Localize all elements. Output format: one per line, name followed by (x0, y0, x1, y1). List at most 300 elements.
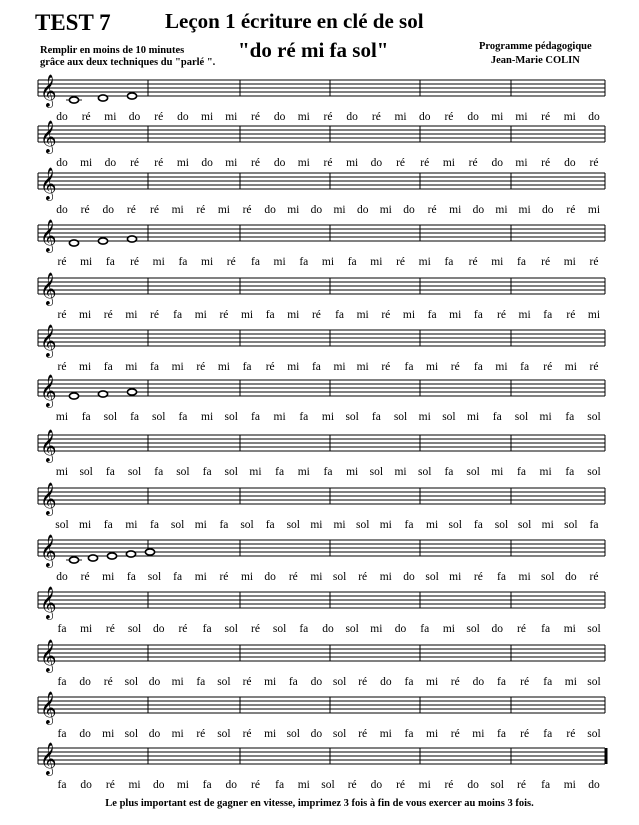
syllable: ré (80, 571, 90, 583)
syllable: fa (404, 676, 414, 688)
syllable: sol (332, 571, 347, 583)
syllable: mi (152, 256, 165, 268)
syllable: mi (379, 728, 392, 740)
treble-clef-icon: 𝄞 (40, 639, 57, 672)
syllable: ré (450, 361, 460, 373)
syllable: fa (404, 519, 414, 531)
syllable: mi (171, 676, 184, 688)
syllable: mi (442, 157, 455, 169)
syllable: ré (381, 309, 391, 321)
syllable: ré (541, 157, 551, 169)
syllable: fa (520, 361, 530, 373)
syllable: sol (152, 411, 166, 423)
whole-note (127, 236, 136, 242)
syllable: mi (563, 623, 576, 635)
footer-note: Le plus important est de gagner en vitesse, imprimez 3 fois à fin de vous exercer au moins 3 fois. (105, 798, 534, 809)
syllable: fa (473, 361, 483, 373)
syllable: mi (171, 361, 184, 373)
staff (38, 120, 605, 154)
syllable: do (467, 779, 479, 791)
syllable: ré (396, 157, 405, 169)
syllable: sol (103, 411, 118, 423)
syllable: sol (587, 466, 601, 478)
syllable: do (588, 111, 600, 123)
syllable: mi (171, 204, 184, 216)
syllable: do (491, 157, 504, 169)
syllable: fa (130, 411, 139, 423)
staff (38, 742, 606, 776)
syllable: ré (196, 361, 206, 373)
syllable: mi (418, 779, 431, 791)
syllable: mi (370, 256, 383, 268)
syllable: do (467, 111, 479, 123)
syllable: ré (566, 309, 576, 321)
syllable: do (394, 623, 407, 635)
syllable: mi (176, 157, 189, 169)
syllable: mi (564, 361, 577, 373)
syllable: sol (345, 623, 359, 635)
syllable: mi (249, 466, 262, 478)
syllable: sol (541, 571, 555, 583)
syllable: sol (490, 779, 504, 791)
syllable: sol (286, 728, 301, 740)
syllable: sol (448, 519, 462, 531)
syllable: mi (449, 571, 462, 583)
whole-note (88, 555, 97, 561)
syllable: ré (196, 204, 206, 216)
syllable: fa (497, 676, 506, 688)
treble-clef-icon: 𝄞 (40, 74, 57, 107)
syllable: fa (335, 309, 345, 321)
syllable: ré (468, 157, 478, 169)
syllable: fa (154, 466, 164, 478)
syllable: mi (273, 256, 286, 268)
staff (38, 639, 605, 673)
syllable: fa (543, 676, 553, 688)
syllable: ré (250, 779, 260, 791)
syllable: sol (587, 623, 601, 635)
whole-note (145, 549, 154, 555)
syllable: sol (240, 519, 254, 531)
syllable: mi (515, 157, 528, 169)
syllable: ré (288, 571, 298, 583)
syllable: do (264, 571, 276, 583)
syllable: mi (587, 204, 601, 216)
syllable: sol (369, 466, 384, 478)
syllable: ré (516, 779, 526, 791)
syllable: mi (125, 519, 138, 531)
syllable: sol (124, 676, 139, 688)
syllable: fa (173, 571, 183, 583)
syllable: ré (371, 111, 381, 123)
syllable: mi (539, 466, 552, 478)
syllable: fa (420, 623, 430, 635)
syllable: sol (217, 728, 231, 740)
syllable: mi (225, 157, 238, 169)
syllable: ré (265, 361, 275, 373)
syllable: mi (201, 111, 214, 123)
syllable: mi (370, 623, 383, 635)
syllable: sol (170, 519, 185, 531)
syllable: ré (250, 157, 260, 169)
syllable: mi (194, 309, 207, 321)
syllable: fa (299, 411, 309, 423)
syllable: fa (288, 676, 298, 688)
syllable: fa (219, 519, 229, 531)
syllable: mi (297, 466, 310, 478)
syllable: fa (57, 728, 67, 740)
staff (38, 74, 605, 108)
syllable: mi (194, 519, 207, 531)
syllable: ré (541, 111, 551, 123)
syllable: fa (275, 779, 285, 791)
syllable: mi (491, 111, 504, 123)
syllable: fa (299, 256, 309, 268)
syllable: do (472, 676, 485, 688)
treble-clef-icon: 𝄞 (40, 534, 57, 567)
syllable: ré (250, 111, 260, 123)
page-title: Leçon 1 écriture en clé de sol (165, 9, 424, 33)
syllable: ré (566, 204, 576, 216)
syllable: do (370, 157, 383, 169)
syllable: ré (126, 204, 136, 216)
syllable: mi (426, 676, 439, 688)
syllable: fa (543, 728, 553, 740)
syllable: do (80, 779, 92, 791)
syllable: mi (125, 309, 138, 321)
syllable: fa (265, 519, 275, 531)
syllable: sol (425, 571, 439, 583)
syllable: ré (130, 157, 139, 169)
syllable: sol (127, 623, 142, 635)
syllable: mi (79, 519, 92, 531)
syllable: sol (332, 676, 347, 688)
syllable: mi (264, 728, 277, 740)
syllable: fa (105, 466, 115, 478)
syllable: sol (272, 623, 287, 635)
syllable: do (472, 204, 485, 216)
syllable: do (403, 204, 415, 216)
syllable: mi (102, 571, 115, 583)
whole-note (98, 95, 107, 101)
staff (38, 429, 605, 463)
syllable: sol (466, 623, 480, 635)
syllable: ré (311, 309, 321, 321)
syllable: mi (418, 256, 431, 268)
syllable: mi (102, 728, 115, 740)
syllable: ré (103, 676, 113, 688)
syllable: mi (333, 519, 346, 531)
syllable: mi (194, 571, 207, 583)
syllable: ré (520, 676, 530, 688)
syllable: mi (379, 571, 392, 583)
syllable: sol (127, 466, 142, 478)
syllable: mi (426, 519, 439, 531)
syllable: mi (55, 411, 69, 423)
syllable: do (564, 157, 576, 169)
syllable: ré (473, 571, 483, 583)
syllable: sol (514, 411, 529, 423)
syllable: mi (394, 466, 407, 478)
syllable: fa (565, 411, 575, 423)
syllable: fa (473, 309, 483, 321)
syllable: mi (297, 157, 310, 169)
syllable: ré (323, 111, 333, 123)
syllable: ré (323, 157, 333, 169)
syllable: mi (333, 204, 346, 216)
syllable: ré (589, 361, 599, 373)
syllable: mi (518, 204, 531, 216)
syllable: fa (473, 519, 483, 531)
syllable: do (273, 111, 286, 123)
treble-clef-icon: 𝄞 (40, 691, 57, 724)
syllable: mi (125, 361, 138, 373)
syllable: sol (494, 519, 509, 531)
syllable: do (128, 111, 141, 123)
syllable: fa (347, 256, 357, 268)
syllable: fa (404, 728, 414, 740)
syllable: ré (589, 571, 599, 583)
syllable: ré (103, 309, 113, 321)
syllable: mi (449, 204, 462, 216)
syllable: fa (323, 466, 333, 478)
syllable: do (403, 571, 415, 583)
syllable: fa (497, 728, 506, 740)
syllable: do (418, 111, 431, 123)
syllable: ré (150, 204, 159, 216)
syllable: do (102, 204, 114, 216)
syllable: fa (150, 361, 159, 373)
syllable: sol (176, 466, 190, 478)
syllable: ré (250, 623, 260, 635)
syllable: ré (130, 256, 139, 268)
syllable: sol (124, 728, 139, 740)
syllable: mi (201, 411, 214, 423)
syllable: do (79, 728, 91, 740)
syllable: ré (57, 309, 67, 321)
syllable: fa (103, 361, 113, 373)
staff (38, 534, 605, 568)
instruction-line-1: Remplir en moins de 10 minutes (40, 45, 185, 56)
treble-clef-icon: 𝄞 (40, 482, 57, 515)
syllable: ré (381, 361, 391, 373)
syllable: mi (217, 204, 230, 216)
syllable: do (541, 204, 554, 216)
syllable: ré (497, 309, 506, 321)
treble-clef-icon: 𝄞 (40, 272, 57, 305)
syllable: ré (154, 157, 164, 169)
syllable: ré (358, 676, 368, 688)
syllable: fa (299, 623, 309, 635)
syllable: mi (394, 111, 407, 123)
syllable: do (201, 157, 213, 169)
syllable: mi (418, 411, 431, 423)
syllable: ré (57, 361, 67, 373)
treble-clef-icon: 𝄞 (40, 219, 57, 252)
syllable: ré (444, 779, 454, 791)
syllable: mi (587, 309, 601, 321)
syllable: fa (589, 519, 599, 531)
syllable: mi (79, 309, 92, 321)
syllable: mi (402, 309, 416, 321)
syllable: fa (371, 411, 381, 423)
whole-note (69, 240, 78, 246)
syllable: do (370, 779, 383, 791)
syllable: sol (224, 466, 238, 478)
syllable: ré (450, 676, 460, 688)
whole-note (127, 389, 136, 395)
syllable: fa (202, 779, 212, 791)
syllable: mi (356, 309, 369, 321)
syllable: mi (518, 309, 531, 321)
syllable: mi (472, 728, 485, 740)
syllable: fa (543, 309, 553, 321)
syllable: mi (104, 111, 117, 123)
syllable: fa (516, 466, 526, 478)
syllable: sol (55, 519, 69, 531)
syllable: ré (420, 157, 430, 169)
syllable: ré (219, 571, 229, 583)
syllable: fa (103, 519, 113, 531)
syllable: do (148, 676, 161, 688)
syllable: mi (287, 204, 300, 216)
syllable: mi (240, 309, 254, 321)
syllable: fa (178, 256, 188, 268)
syllable: ré (358, 571, 368, 583)
syllable: do (346, 111, 358, 123)
syllable: sol (466, 466, 480, 478)
syllable: fa (541, 623, 551, 635)
syllable: do (356, 204, 369, 216)
syllable: fa (311, 361, 321, 373)
syllable: ré (154, 111, 164, 123)
syllable: sol (224, 623, 238, 635)
syllable: ré (242, 728, 252, 740)
whole-note (69, 393, 78, 399)
syllable: mi (240, 571, 254, 583)
syllable: mi (467, 411, 480, 423)
syllable: mi (287, 309, 300, 321)
syllable: mi (495, 204, 508, 216)
syllable: mi (539, 411, 552, 423)
syllable: fa (105, 256, 115, 268)
syllable: mi (518, 571, 531, 583)
syllable: do (491, 623, 504, 635)
syllable: fa (250, 256, 260, 268)
syllable: mi (563, 111, 576, 123)
syllable: mi (273, 411, 286, 423)
syllable: fa (275, 466, 285, 478)
syllable: ré (589, 157, 599, 169)
syllable: do (310, 204, 323, 216)
instruction-line-2: grâce aux deux techniques du "parlé ". (40, 57, 216, 68)
syllable: mi (426, 728, 439, 740)
syllable: fa (57, 676, 67, 688)
syllable: mi (297, 111, 310, 123)
syllable: mi (128, 779, 141, 791)
syllable: ré (81, 111, 91, 123)
syllable: mi (321, 411, 335, 423)
syllable: sol (332, 728, 347, 740)
syllable: fa (173, 309, 183, 321)
syllable: mi (346, 157, 359, 169)
syllable: do (56, 204, 68, 216)
syllable: mi (80, 623, 93, 635)
syllable: sol (355, 519, 370, 531)
syllable: fa (202, 466, 212, 478)
syllable: mi (79, 361, 92, 373)
syllable: ré (105, 779, 115, 791)
syllable: ré (178, 623, 188, 635)
syllable: mi (201, 256, 214, 268)
syllable: ré (347, 779, 357, 791)
syllable: fa (150, 519, 159, 531)
syllable: fa (404, 361, 414, 373)
syllable: ré (57, 256, 67, 268)
treble-clef-icon: 𝄞 (40, 374, 57, 407)
syllable: ré (543, 361, 553, 373)
author-name: Jean-Marie COLIN (490, 55, 580, 66)
syllable: mi (379, 519, 392, 531)
syllable: sol (587, 728, 601, 740)
syllable: mi (442, 623, 455, 635)
syllable: ré (468, 256, 478, 268)
syllable: fa (196, 676, 206, 688)
syllable: ré (80, 204, 90, 216)
syllable: mi (449, 309, 462, 321)
syllable: sol (442, 411, 456, 423)
syllable: mi (80, 256, 93, 268)
whole-note (107, 553, 116, 559)
syllable: do (273, 157, 286, 169)
syllable: fa (202, 623, 212, 635)
syllable: sol (517, 519, 532, 531)
syllable: sol (224, 411, 238, 423)
syllable: mi (563, 779, 576, 791)
syllable: ré (541, 256, 551, 268)
syllable: ré (242, 204, 252, 216)
syllable: sol (345, 411, 359, 423)
syllable: ré (444, 111, 454, 123)
syllable: mi (310, 519, 323, 531)
syllable: mi (297, 779, 310, 791)
syllable: mi (217, 361, 230, 373)
syllable: sol (418, 466, 432, 478)
syllable: do (310, 676, 323, 688)
syllable: ré (450, 728, 460, 740)
syllable: sol (587, 411, 601, 423)
treble-clef-icon: 𝄞 (40, 429, 57, 462)
syllable: ré (219, 309, 229, 321)
syllable: do (225, 779, 238, 791)
syllable: ré (396, 779, 405, 791)
syllable: fa (57, 623, 67, 635)
syllable: do (56, 157, 68, 169)
syllable: mi (356, 361, 369, 373)
syllable: sol (321, 779, 335, 791)
syllable: do (56, 571, 68, 583)
syllable: fa (541, 779, 551, 791)
syllable: ré (396, 256, 405, 268)
syllable: mi (563, 256, 576, 268)
syllable: mi (491, 256, 504, 268)
staff (38, 272, 605, 306)
syllable: ré (358, 728, 368, 740)
staff (38, 482, 605, 516)
whole-note (69, 97, 78, 103)
syllable: mi (225, 111, 238, 123)
syllable: sol (393, 411, 408, 423)
